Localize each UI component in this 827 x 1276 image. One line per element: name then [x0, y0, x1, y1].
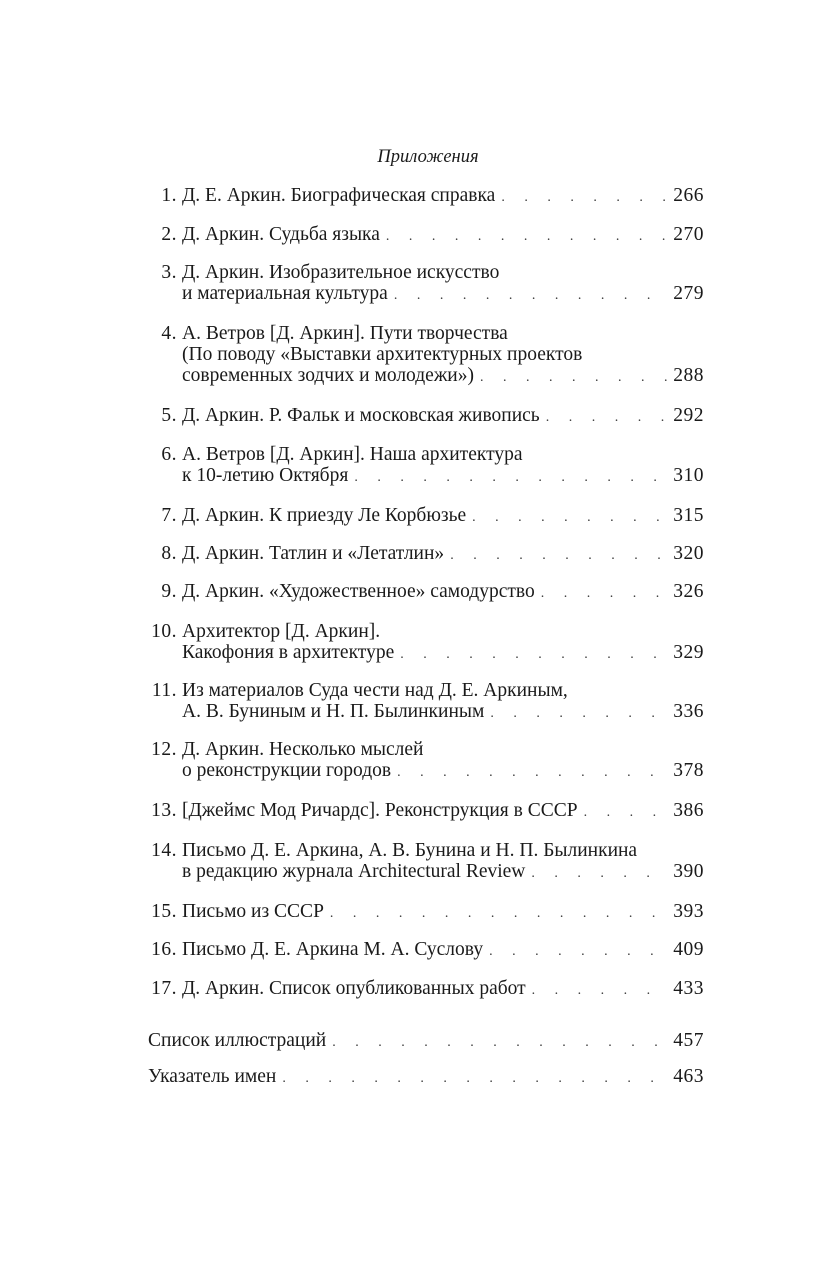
toc-title-text: к 10-летию Октября [182, 465, 349, 486]
toc-title-text: Д. Аркин. К приезду Ле Корбюзье [182, 505, 467, 526]
entry-number: 10. [151, 621, 177, 642]
page-number: 315 [673, 505, 704, 526]
page-number: 433 [673, 978, 704, 999]
toc-line-final [182, 642, 704, 664]
toc-line-final [182, 465, 704, 487]
dot-leader [531, 866, 667, 882]
toc-line-final [182, 701, 704, 723]
dot-leader [532, 983, 668, 999]
toc-title-text: современных зодчих и молодежи») [182, 365, 474, 386]
page-number: 270 [673, 224, 704, 245]
entry-number: 16. [151, 939, 177, 960]
toc-line-final [148, 1030, 704, 1052]
page-number: 457 [673, 1030, 704, 1051]
toc-line [182, 680, 568, 702]
toc-line [182, 323, 508, 345]
page-number: 326 [673, 581, 704, 602]
page-number: 320 [673, 543, 704, 564]
toc-line [182, 444, 523, 466]
toc-line-final [182, 901, 704, 923]
page-number: 378 [673, 760, 704, 781]
toc-line [182, 262, 499, 284]
toc-title-text: Д. Аркин. Р. Фальк и московская живопись [182, 405, 540, 426]
dot-leader [386, 229, 667, 245]
entry-number: 2. [161, 224, 177, 245]
toc-title-text: Д. Аркин. «Художественное» самодурство [182, 581, 535, 602]
entry-number: 13. [151, 800, 177, 821]
page-number: 409 [673, 939, 704, 960]
page-number: 390 [673, 861, 704, 882]
dot-leader [489, 944, 667, 960]
section-heading: Приложения [377, 147, 479, 167]
toc-title-text: [Джеймс Мод Ричардс]. Реконструкция в СССР [182, 800, 578, 821]
dot-leader [501, 190, 667, 206]
dot-leader [584, 805, 668, 821]
page-number: 266 [673, 185, 704, 206]
dot-leader [546, 410, 668, 426]
toc-title-text: и материальная культура [182, 283, 388, 304]
entry-number: 17. [151, 978, 177, 999]
toc-line-final [182, 800, 704, 822]
dot-leader [472, 510, 667, 526]
toc-title-text: Указатель имен [148, 1066, 277, 1087]
toc-line [182, 344, 582, 366]
page-number: 279 [673, 283, 704, 304]
toc-line-final [148, 1066, 704, 1088]
toc-title-text: А. Ветров [Д. Аркин]. Наша архитектура [182, 444, 523, 465]
toc-line [182, 840, 637, 862]
toc-title-text: А. Ветров [Д. Аркин]. Пути творчества [182, 323, 508, 344]
dot-leader [397, 765, 667, 781]
dot-leader [400, 647, 667, 663]
dot-leader [332, 1035, 667, 1051]
entry-number: 7. [161, 505, 177, 526]
toc-title-text: Д. Аркин. Изобразительное искусство [182, 262, 500, 283]
dot-leader [330, 906, 667, 922]
toc-title-text: Архитектор [Д. Аркин]. [182, 621, 381, 642]
dot-leader [541, 586, 668, 602]
page-number: 393 [673, 901, 704, 922]
toc-line-final [182, 581, 704, 603]
entry-number: 5. [161, 405, 177, 426]
dot-leader [394, 288, 667, 304]
toc-line-final [182, 283, 704, 305]
page-number: 386 [673, 800, 704, 821]
page-number: 336 [673, 701, 704, 722]
entry-number: 6. [161, 444, 177, 465]
page-number: 292 [673, 405, 704, 426]
toc-line-final [182, 505, 704, 527]
toc-title-text: Д. Аркин. Татлин и «Летатлин» [182, 543, 445, 564]
toc-line [182, 621, 380, 643]
page-number: 463 [673, 1066, 704, 1087]
toc-line [182, 739, 423, 761]
toc-line-final [182, 939, 704, 961]
dot-leader [480, 370, 667, 386]
toc-line-final [182, 861, 704, 883]
toc-line-final [182, 978, 704, 1000]
page-number: 288 [673, 365, 704, 386]
entry-number: 9. [161, 581, 177, 602]
toc-title-text: Письмо Д. Е. Аркина, А. В. Бунина и Н. П. Былинкина [182, 840, 638, 861]
toc-title-text: Д. Аркин. Судьба языка [182, 224, 380, 245]
toc-title-text: Д. Аркин. Несколько мыслей [182, 739, 424, 760]
toc-line-final [182, 405, 704, 427]
toc-title-text: А. В. Буниным и Н. П. Былинкиным [182, 701, 485, 722]
dot-leader [450, 548, 667, 564]
entry-number: 8. [161, 543, 177, 564]
toc-line-final [182, 224, 704, 246]
entry-number: 14. [151, 840, 177, 861]
toc-title-text: о реконструкции городов [182, 760, 392, 781]
dot-leader [490, 706, 667, 722]
dot-leader [354, 470, 667, 486]
toc-line-final [182, 543, 704, 565]
toc-title-text: в редакцию журнала Architectural Review [182, 861, 526, 882]
toc-title-text: Письмо Д. Е. Аркина М. А. Суслову [182, 939, 484, 960]
toc-title-text: Какофония в архитектуре [182, 642, 395, 663]
page-number: 310 [673, 465, 704, 486]
entry-number: 4. [161, 323, 177, 344]
toc-line-final [182, 185, 704, 207]
toc-line-final [182, 760, 704, 782]
toc-title-text: Список иллюстраций [148, 1030, 327, 1051]
toc-line-final [182, 365, 704, 387]
dot-leader [282, 1071, 667, 1087]
entry-number: 11. [151, 680, 177, 701]
toc-title-text: Д. Аркин. Список опубликованных работ [182, 978, 526, 999]
entry-number: 15. [151, 901, 177, 922]
page-number: 329 [673, 642, 704, 663]
toc-title-text: Письмо из СССР [182, 901, 324, 922]
toc-title-text: (По поводу «Выставки архитектурных проектов [182, 344, 583, 365]
entry-number: 3. [161, 262, 177, 283]
toc-title-text: Д. Е. Аркин. Биографическая справка [182, 185, 496, 206]
entry-number: 1. [161, 185, 177, 206]
toc-title-text: Из материалов Суда чести над Д. Е. Аркиным, [182, 680, 568, 701]
entry-number: 12. [151, 739, 177, 760]
